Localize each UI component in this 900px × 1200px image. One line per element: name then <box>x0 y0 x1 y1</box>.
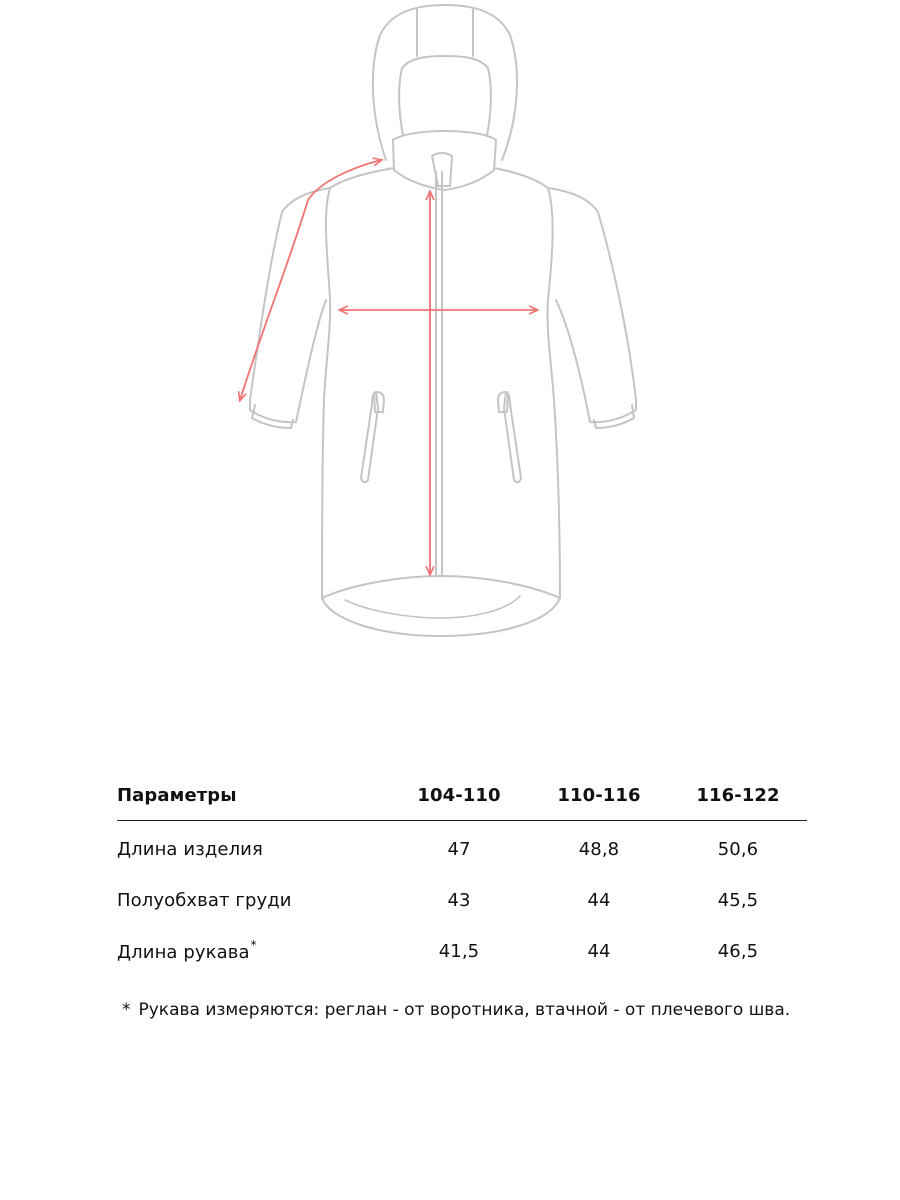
row-param-label <box>117 940 257 963</box>
row-param-label: Длина изделия <box>117 839 263 860</box>
coat-outline <box>250 5 636 636</box>
row-param-text: Длина рукава <box>117 942 250 963</box>
row-value: 44 <box>587 890 611 911</box>
sleeve-arrow <box>240 160 381 400</box>
row-value: 48,8 <box>578 839 620 860</box>
header-size-104-110: 104-110 <box>417 784 501 806</box>
row-value: 47 <box>447 839 471 860</box>
header-size-110-116: 110-116 <box>557 784 641 806</box>
row-value: 45,5 <box>717 890 759 911</box>
table-row <box>117 926 807 977</box>
row-value: 43 <box>447 890 471 911</box>
row-value: 41,5 <box>438 941 480 962</box>
collar <box>393 131 496 190</box>
body-right <box>494 168 560 598</box>
size-table <box>117 770 807 977</box>
table-row <box>117 875 807 926</box>
footnote-marker: * <box>250 938 257 952</box>
header-params: Параметры <box>117 784 237 806</box>
measurement-arrows <box>240 160 537 574</box>
hood-inner <box>399 56 491 135</box>
header-size-116-122: 116-122 <box>696 784 780 806</box>
footnote-star: * <box>122 1000 131 1020</box>
sleeve-right <box>548 188 636 422</box>
hood-outer <box>373 5 517 160</box>
footnote-text: Рукава измеряются: реглан - от воротника, втачной - от плечевого шва. <box>138 1000 791 1020</box>
sleeve-left <box>250 188 330 422</box>
table-header-row <box>117 770 807 821</box>
row-value: 46,5 <box>717 941 759 962</box>
row-param-label: Полуобхват груди <box>117 890 292 911</box>
row-value: 50,6 <box>717 839 759 860</box>
body-left <box>322 168 394 598</box>
hem <box>322 598 560 636</box>
table-row <box>117 824 807 875</box>
footnote <box>122 1000 790 1020</box>
row-value: 44 <box>587 941 611 962</box>
